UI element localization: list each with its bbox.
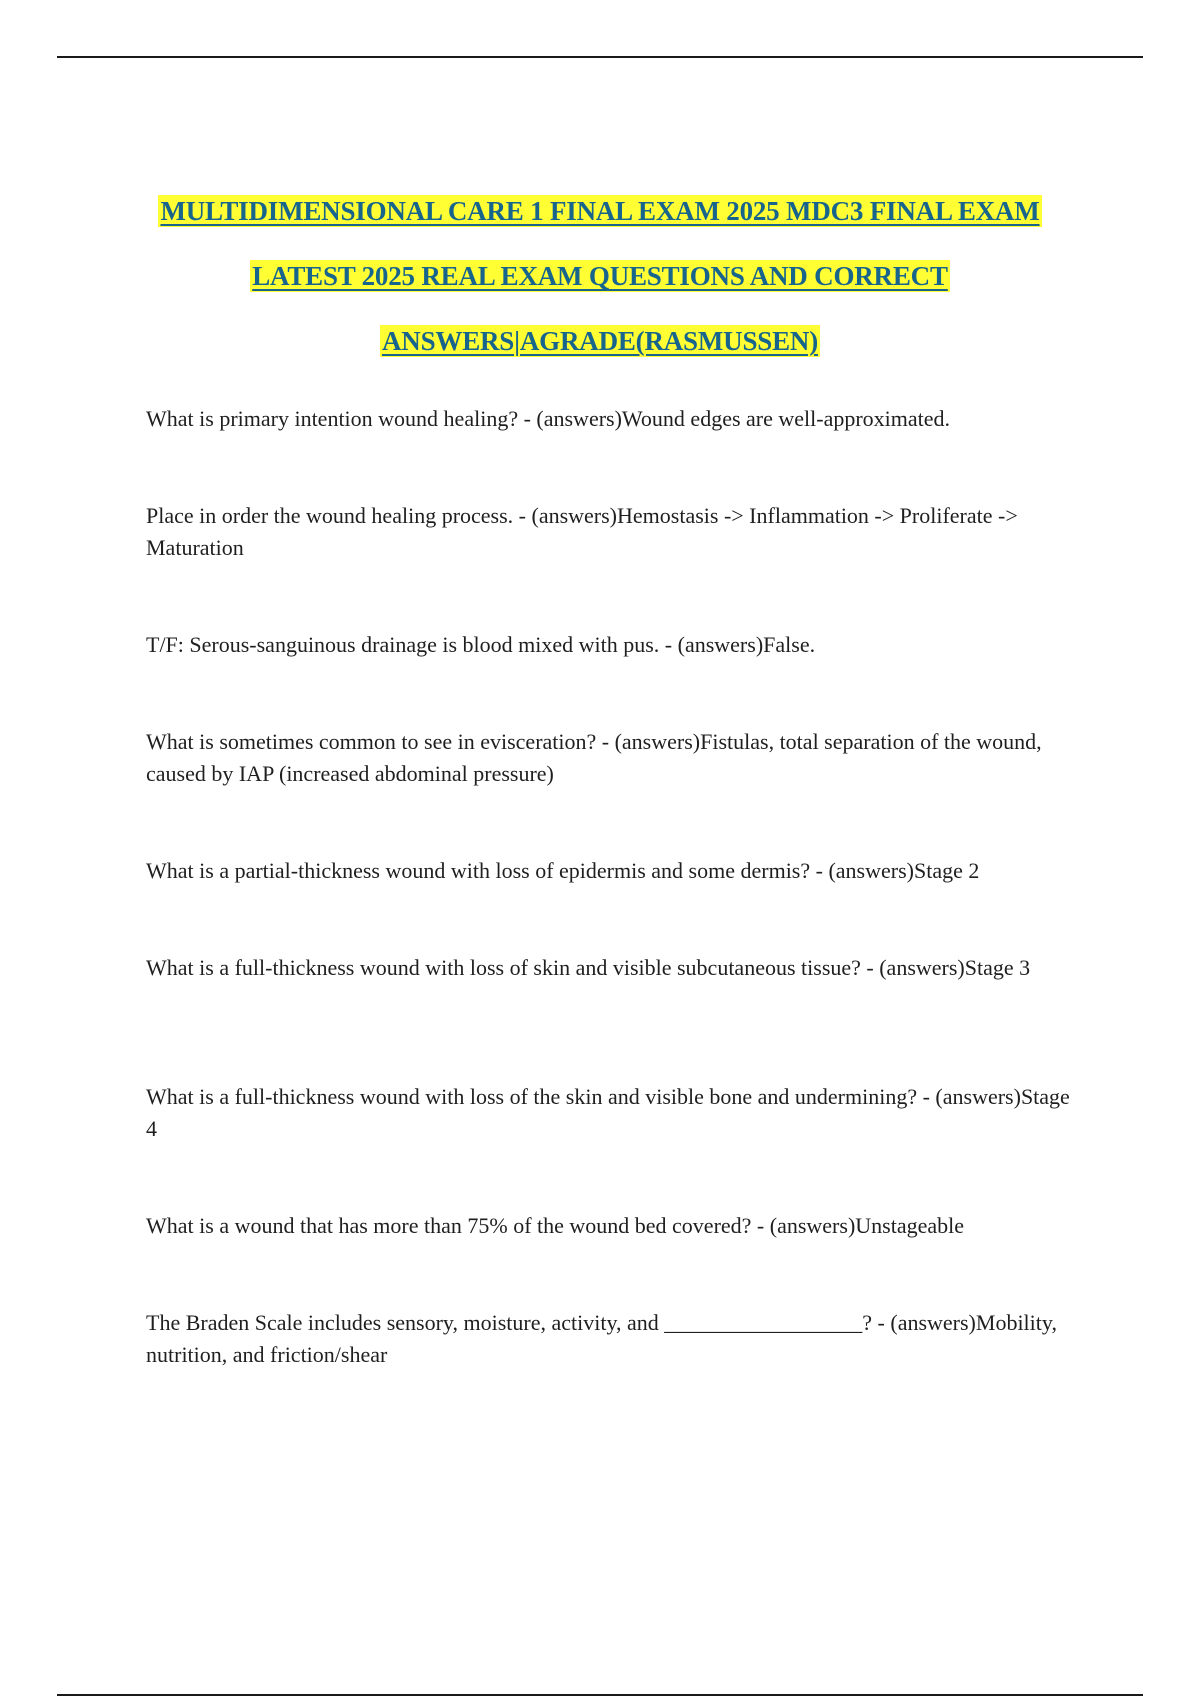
qa-item-8: What is a wound that has more than 75% of the wound bed covered? - (answers)Unstageable: [146, 1213, 965, 1238]
title-line-2-text: LATEST 2025 REAL EXAM QUESTIONS AND CORRECT: [252, 261, 948, 291]
bottom-rule: [57, 1694, 1143, 1696]
qa-item-7: What is a full-thickness wound with loss of the skin and visible bone and undermining? - (answers)Stage 4: [146, 1084, 1070, 1141]
title-line-1: [120, 190, 1080, 255]
qa-item-6: What is a full-thickness wound with loss of skin and visible subcutaneous tissue? - (answers)Stage 3: [146, 955, 1031, 980]
top-rule: [57, 56, 1143, 58]
title-line-1-text: MULTIDIMENSIONAL CARE 1 FINAL EXAM 2025 MDC3 FINAL EXAM: [160, 196, 1040, 226]
qa-item-4: What is sometimes common to see in evisceration? - (answers)Fistulas, total separation of the wound, caused by IAP (increased abdominal pressure): [146, 729, 1042, 786]
qa-item-5: What is a partial-thickness wound with loss of epidermis and some dermis? - (answers)Stage 2: [146, 858, 980, 883]
title-line-3: [120, 320, 1080, 385]
document-title: [120, 190, 1080, 385]
title-line-2: [120, 255, 1080, 320]
qa-item-1: What is primary intention wound healing? - (answers)Wound edges are well-approximated.: [146, 406, 951, 431]
qa-item-3: T/F: Serous-sanguinous drainage is blood mixed with pus. - (answers)False.: [146, 632, 816, 657]
title-line-3-text: ANSWERS|AGRADE(RASMUSSEN): [381, 326, 818, 356]
qa-item-9: The Braden Scale includes sensory, moisture, activity, and __________________? - (answers)Mobility, nutrition, and friction/shear: [146, 1310, 1057, 1367]
qa-item-2: Place in order the wound healing process. - (answers)Hemostasis -> Inflammation -> Proliferate -> Maturation: [146, 503, 1018, 560]
